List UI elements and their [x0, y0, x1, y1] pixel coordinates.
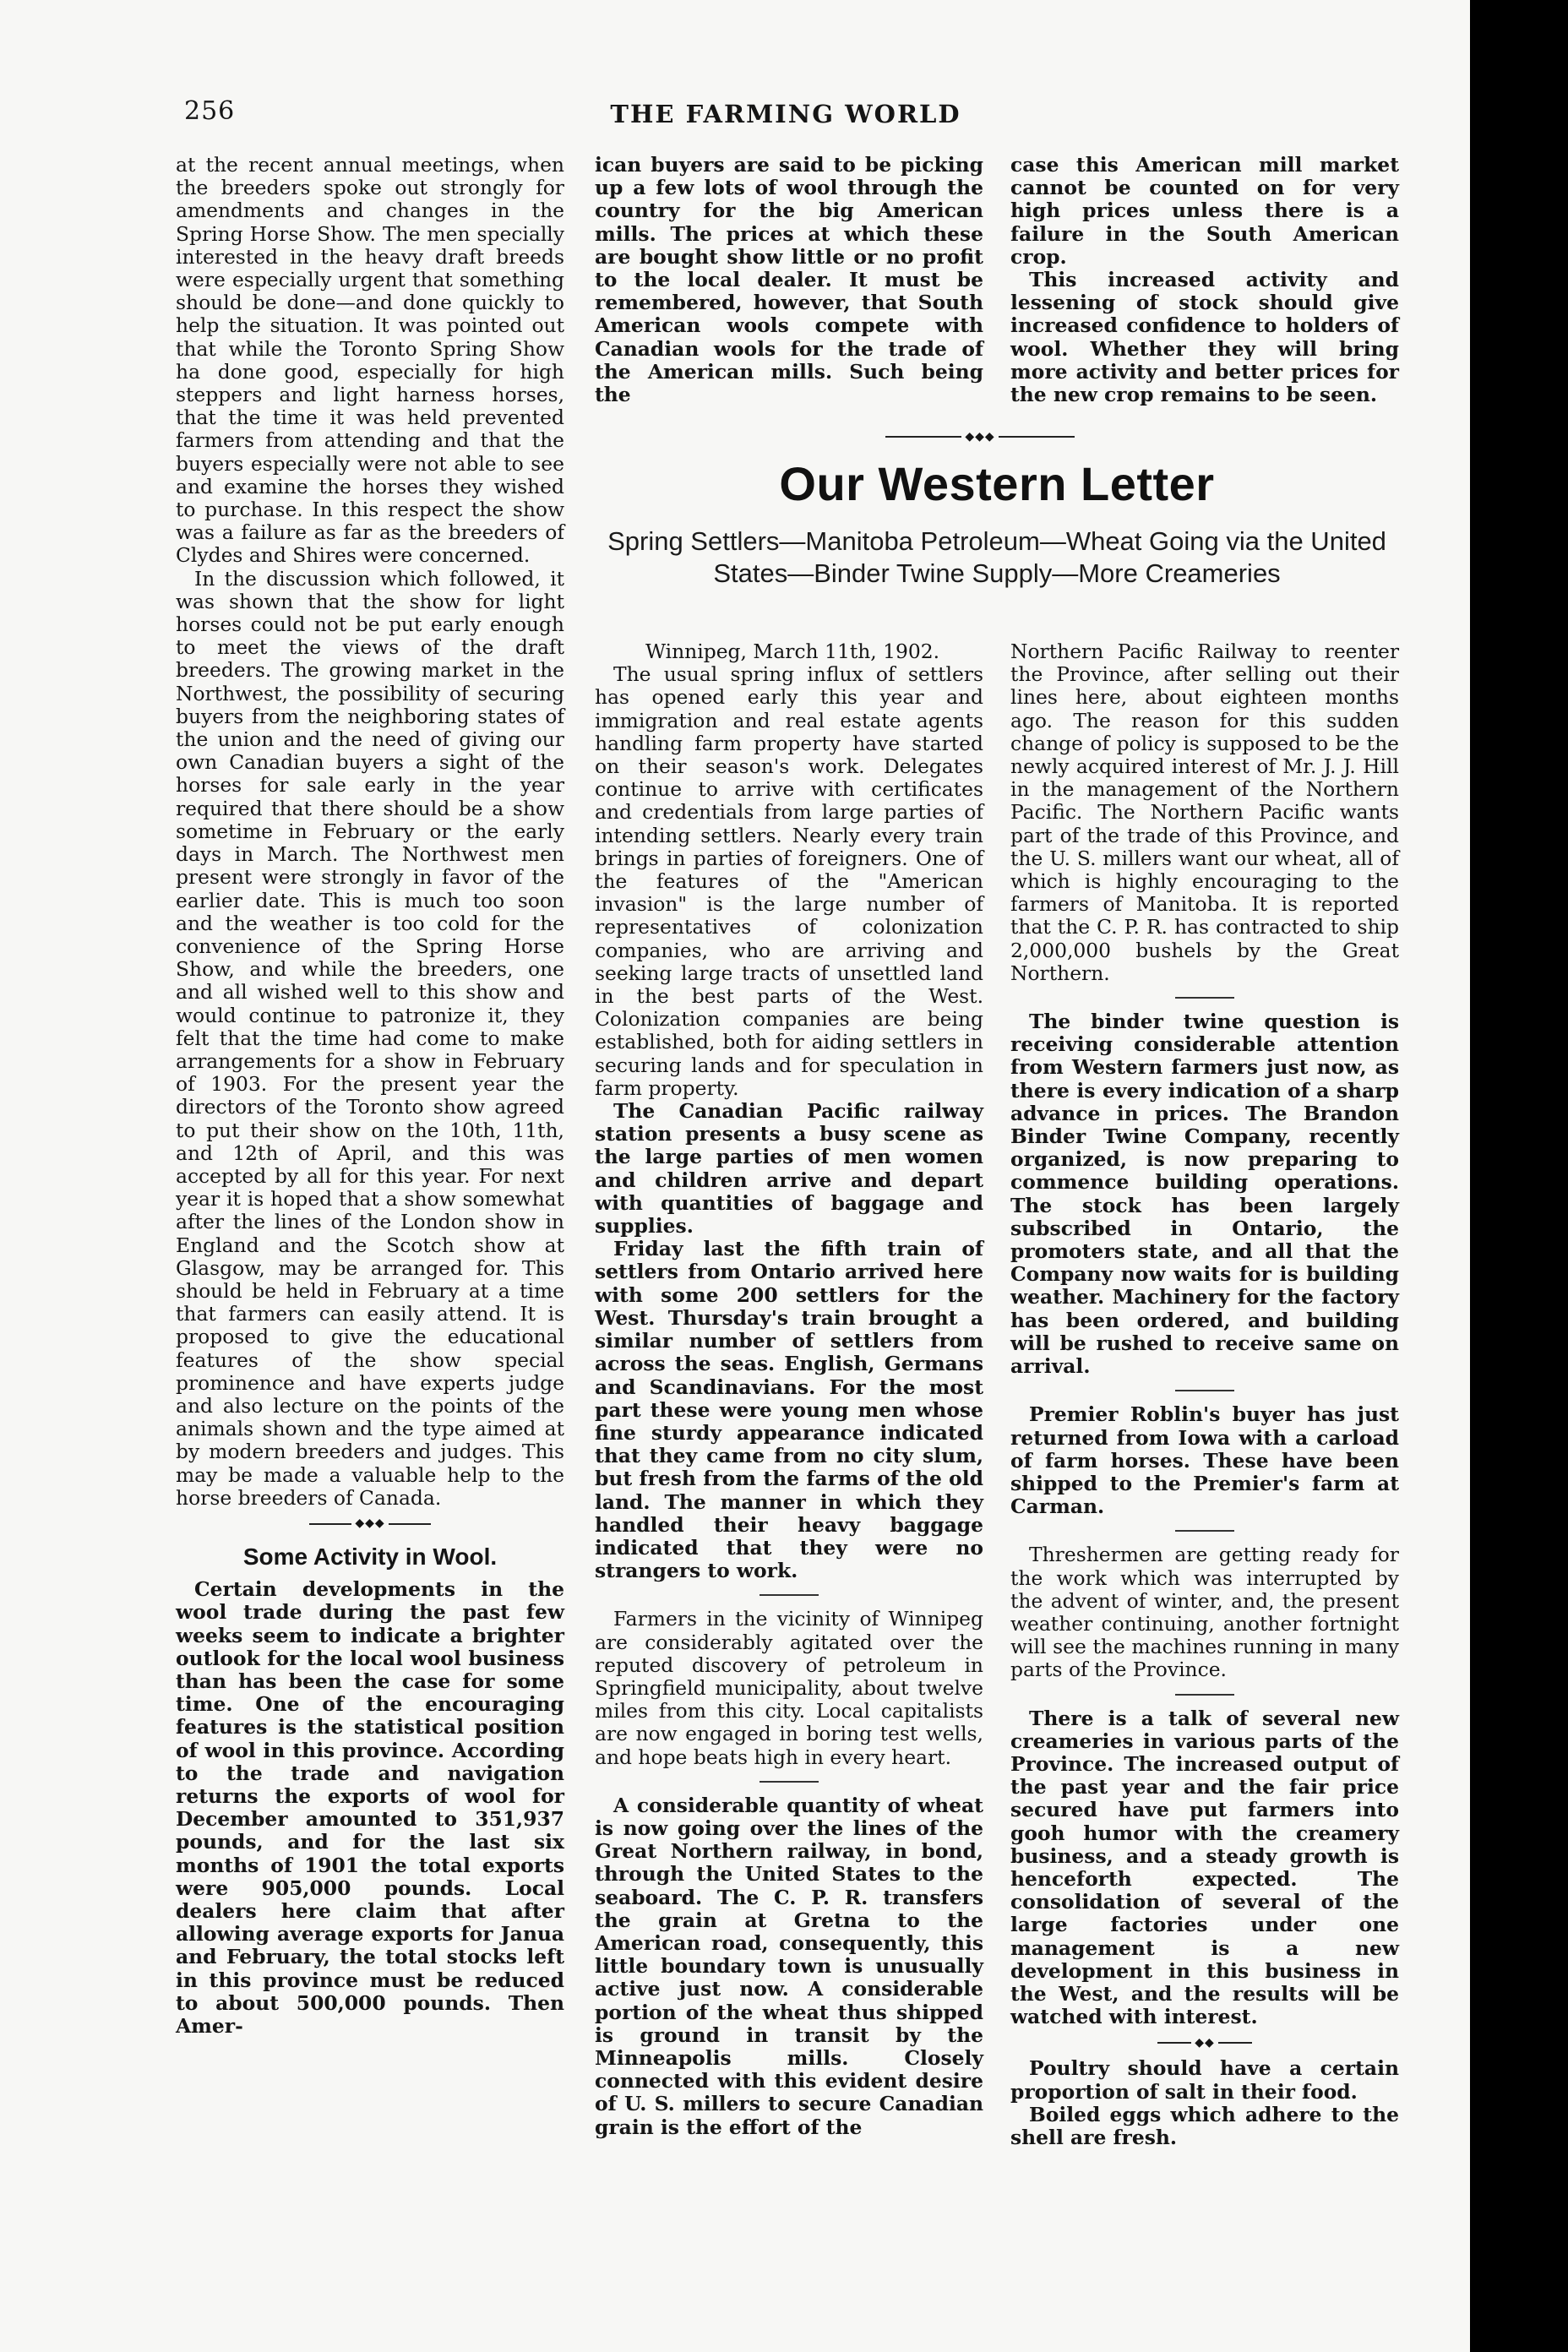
scan-edge	[1470, 0, 1568, 2352]
paragraph: Boiled eggs which adhere to the shell are fresh.	[1010, 2102, 1399, 2149]
paragraph: case this American mill market cannot be counted on for very high prices unless there is a failure in the South American crop.	[1010, 153, 1399, 269]
paragraph: Threshermen are getting ready for the work which was interrupted by the advent of winter, and, the present weather continuing, another fortnight will see the machines running in many parts of the Province.	[1010, 1543, 1399, 1682]
column-1	[176, 154, 564, 2038]
section-divider: ◆◆	[1010, 2034, 1399, 2052]
divider	[760, 1781, 819, 1783]
paragraph: The usual spring influx of settlers has opened early this year and immigration and real estate agents handling farm property have started on their season's work. Delegates continue to arrive with certificates and credentials from large parties of intending settlers. Nearly every train brings in parties of foreigners. One of the features of the "American invasion" is the large number of representatives of colonization companies, who are arriving and seeking large tracts of unsettled land in the best parts of the West. Colonization companies are being established, both for aiding settlers in securing lands and for speculation in farm property.	[595, 662, 983, 1100]
divider	[1175, 1694, 1234, 1696]
column-3-top	[1010, 154, 1399, 406]
divider	[1175, 997, 1234, 999]
section-heading-wool: Some Activity in Wool.	[242, 1543, 498, 1570]
paragraph: Farmers in the vicinity of Winnipeg are considerably agitated over the reputed discovery of petroleum in Springfield municipality, about twelve miles from this city. Local capitalists are now engaged in boring test wells, and hope beats high in every heart.	[595, 1607, 983, 1769]
dateline: Winnipeg, March 11th, 1902.	[645, 640, 940, 663]
paragraph: Northern Pacific Railway to reenter the Province, after selling out their lines here, about eighteen months ago. The reason for this sudden change of policy is supposed to be the newly acquired interest of Mr. J. J. Hill in the management of the Northern Pacific. The Northern Pacific wants part of the trade of this Province, and the U. S. millers want our wheat, all of which is highly encouraging to the farmers of Manitoba. It is reported that the C. P. R. has contracted to ship 2,000,000 bushels by the Great Northern.	[1010, 640, 1399, 985]
paragraph: The binder twine question is receiving considerable attention from Western farmers just now, as there is every indication of a sharp advance in prices. The Brandon Binder Twine Company, recently organized, is now preparing to commence building operations. The stock has been largely subscribed in Ontario, the promoters state, and all that the Company now waits for is building weather. Machinery for the factory has been ordered, and building will be rushed to receive same on arrival.	[1010, 1010, 1399, 1379]
divider	[1175, 1530, 1234, 1532]
page-number: 256	[184, 96, 236, 126]
paragraph: Certain developments in the wool trade during the past few weeks seem to indicate a brighter outlook for the local wool business than has been the case for some time. One of the encouraging features is the statistical position of wool in this province. According to the trade and navigation returns the exports of wool for December amounted to 351,937 pounds, and for the last six months of 1901 the total exports were 905,000 pounds. Local dealers here claim that after allowing average exports for Janua and February, the total stocks left in this province must be reduced to about 500,000 pounds. Then Amer-	[176, 1577, 564, 2039]
paragraph: A considerable quantity of wheat is now going over the lines of the Great Northern railway, in bond, through the United States to the seaboard. The C. P. R. transfers the grain at Gretna to the American road, consequently, this little boundary town is unusually active just now. A considerable portion of the wheat thus shipped is ground in transit by the Minneapolis mills. Closely connected with this evident desire of U. S. millers to secure Canadian grain is the effort of the	[595, 1793, 983, 2139]
column-3	[1010, 640, 1399, 2149]
paragraph: There is a talk of several new creameries in various parts of the Province. The increased output of the past year and the fair price secured have put farmers into gooh humor with the creamery business, and a steady growth is henceforth expected. The consolidation of several of the large factories under one management is a new development in this business in the West, and the results will be watched with interest.	[1010, 1706, 1399, 2029]
column-2-top	[595, 154, 983, 406]
paragraph: at the recent annual meetings, when the breeders spoke out strongly for amendments and changes in the Spring Horse Show. The men specially interested in the heavy draft breeds were especially urgent that something should be done—and done quickly to help the situation. It was pointed out that while the Toronto Spring Show ha done good, especially for high steppers and light harness horses, that the time it was held prevented farmers from attending and that the buyers especially were not able to see and examine the horses they wished to purchase. In this respect the show was a failure as far as the breeders of Clydes and Shires were concerned.	[176, 153, 564, 568]
section-divider: ◆◆◆	[176, 1515, 564, 1533]
paragraph: Poultry should have a certain proportion of salt in their food.	[1010, 2056, 1399, 2104]
paragraph: ican buyers are said to be picking up a few lots of wool through the country for the big American mills. The prices at which these are bought show little or no profit to the local dealer. It must be remembered, however, that South American wools compete with Canadian wools for the trade of the American mills. Such being the	[595, 153, 983, 407]
paragraph: In the discussion which followed, it was shown that the show for light horses could not be put early enough to meet the views of the draft breeders. The growing market in the Northwest, the possibility of securing buyers from the neighboring states of the union and the need of giving our own Canadian buyers a sight of the horses for sale early in the year required that there should be a show sometime in February or the early days in March. The Northwest men present were strongly in favor of the earlier date. This is much too soon and the weather is too cold for the convenience of the Spring Horse Show, and while the breeders, one and all wished well to this show and would continue to patronize it, they felt that the time had come to make arrangements for a show in February of 1903. For the present year the directors of the Toronto show agreed to put their show on the 10th, 11th, and 12th of April, and this was accepted by all for this year. For next year it is hoped that a show somewhat after the lines of the London show in England and the Scotch show at Glasgow, may be arranged for. This should be held in February at a time that farmers can easily attend. It is proposed to give the educational features of the show special prominence and have experts judge and also lecture on the points of the animals shown and the type aimed at by modern breeders and judges. This may be made a valuable help to the horse breeders of Canada.	[176, 566, 564, 1510]
paragraph: The Canadian Pacific railway station presents a busy scene as the large parties of men women and children arrive and depart with quantities of baggage and supplies.	[595, 1099, 983, 1239]
running-title: THE FARMING WORLD	[610, 100, 961, 128]
paragraph: Friday last the fifth train of settlers from Ontario arrived here with some 200 settlers for the West. Thursday's train brought a similar number of settlers from across the seas. English, Germans and Scandinavians. For the most part these were young men whose fine sturdy appearance indicated that they came from no city slum, but fresh from the farms of the old land. The manner in which they handled their heavy baggage indicated that they were no strangers to work.	[595, 1237, 983, 1583]
column-2	[595, 640, 983, 2139]
divider	[1175, 1390, 1234, 1391]
divider	[760, 1594, 819, 1596]
article-headline: Our Western Letter	[779, 457, 1215, 510]
title-divider: ◆◆◆	[879, 427, 1081, 446]
paragraph: Premier Roblin's buyer has just returned from Iowa with a carload of farm horses. These have been shipped to the Premier's farm at Carman.	[1010, 1402, 1399, 1519]
article-deck: Spring Settlers—Manitoba Petroleum—Wheat Going via the United States—Binder Twine Supply—More Creameries	[607, 526, 1386, 588]
paragraph: This increased activity and lessening of stock should give increased confidence to holders of wool. Whether they will bring more activity and better prices for the new crop remains to be seen.	[1010, 268, 1399, 407]
